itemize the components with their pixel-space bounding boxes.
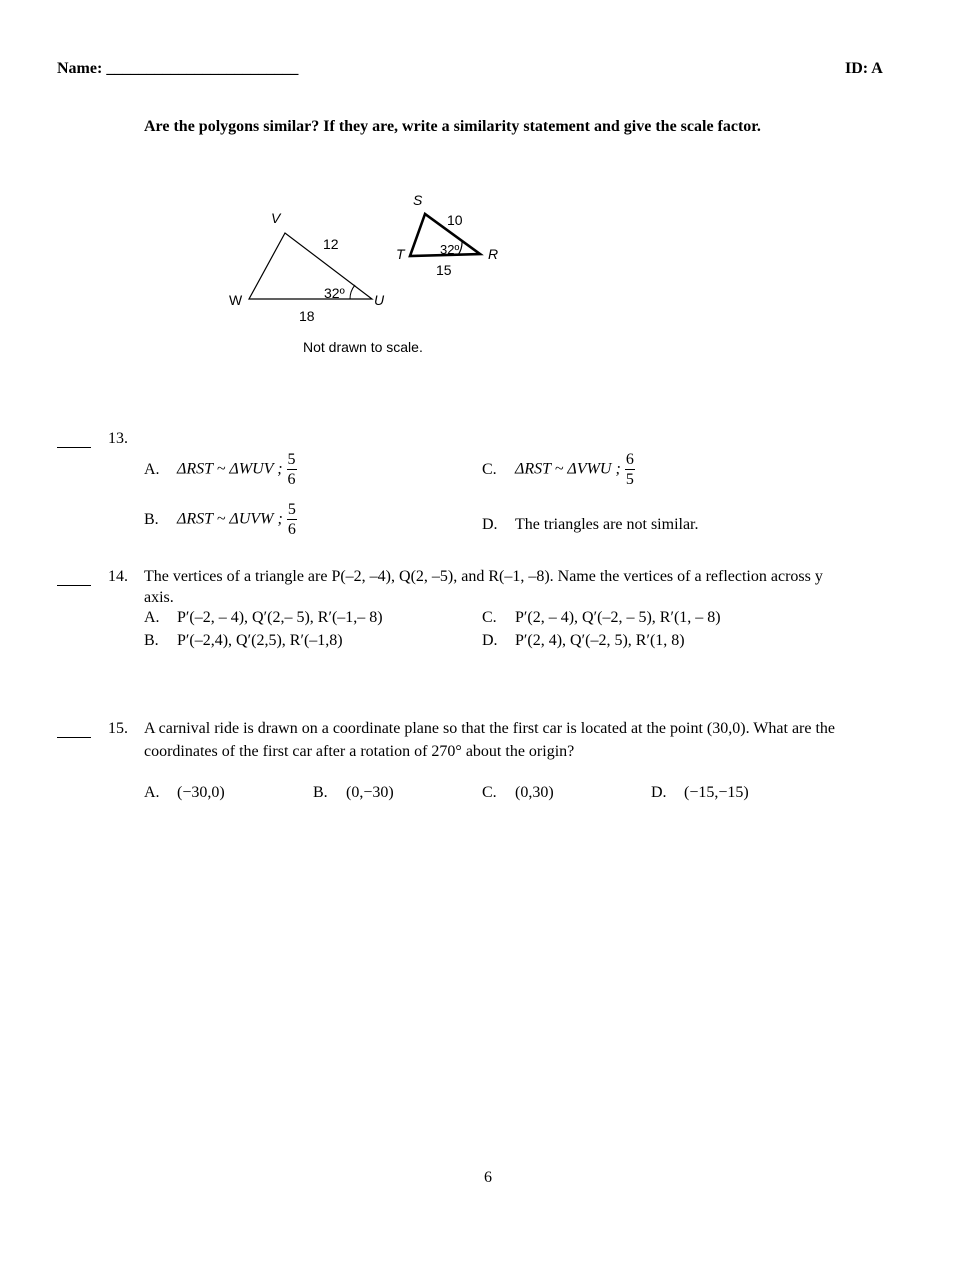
angle-arc-u [350, 285, 355, 299]
q15-stem-line1: A carnival ride is drawn on a coordinate plane so that the first car is located at the point (30,0). What are the [144, 720, 836, 737]
label-v: V [271, 210, 281, 226]
label-u: U [374, 292, 385, 308]
name-label-text: Name: [57, 60, 103, 77]
q14-option-c[interactable] [482, 609, 721, 627]
q15-option-c-letter: C. [482, 784, 497, 801]
q13-option-b-letter: B. [144, 510, 159, 528]
q15-option-d-text: (−15,−15) [684, 784, 749, 801]
id-value: A [871, 60, 883, 77]
diagram-note: Not drawn to scale. [303, 339, 423, 355]
q13-option-c-statement: ΔRST ~ ΔVWU ; [515, 460, 621, 478]
q13-option-d-text: The triangles are not similar. [515, 516, 699, 533]
side-vu: 12 [323, 236, 339, 252]
q14-option-a-letter: A. [144, 609, 160, 626]
q14-option-b-letter: B. [144, 632, 159, 649]
q13-option-a-letter: A. [144, 460, 160, 478]
q14-stem-line2: axis. [144, 589, 174, 606]
q13-option-c[interactable] [482, 450, 635, 489]
label-t: T [396, 246, 405, 262]
label-r: R [488, 246, 499, 262]
q13-option-a-denominator: 6 [287, 471, 296, 489]
q15-option-a[interactable] [144, 784, 225, 802]
question-number-15: 15. [108, 720, 128, 737]
q14-stem-line1: The vertices of a triangle are P(–2, –4), Q(2, –5), and R(–1, –8). Name the vertices of a reflection across y [144, 568, 823, 585]
q15-option-a-text: (−30,0) [177, 784, 225, 801]
q14-option-c-text: P′(2, – 4), Q′(–2, – 5), R′(1, – 8) [515, 609, 721, 626]
q14-option-b-text: P′(–2,4), Q′(2,5), R′(–1,8) [177, 632, 343, 649]
question-number-14: 14. [108, 568, 128, 585]
q13-option-d[interactable] [482, 516, 699, 534]
question-number-13: 13. [108, 430, 128, 447]
q14-option-a[interactable] [144, 609, 383, 627]
label-w: W [229, 292, 243, 308]
q15-stem-line2: coordinates of the first car after a rotation of 270° about the origin? [144, 743, 575, 760]
answer-blank-14[interactable] [57, 571, 91, 591]
q13-option-a-numerator: 5 [287, 450, 297, 470]
q14-option-a-text: P′(–2, – 4), Q′(2,– 5), R′(–1,– 8) [177, 609, 383, 626]
q15-option-c[interactable] [482, 784, 554, 802]
angle-u: 32º [324, 285, 345, 301]
q13-option-b-statement: ΔRST ~ ΔUVW ; [177, 510, 283, 528]
q14-option-b[interactable] [144, 632, 343, 650]
q13-option-b[interactable] [144, 500, 297, 539]
label-s: S [413, 192, 423, 208]
q13-option-a-statement: ΔRST ~ ΔWUV ; [177, 460, 283, 478]
angle-r: 32º [440, 242, 460, 257]
q13-option-c-fraction [625, 450, 635, 489]
q13-option-b-denominator: 6 [287, 521, 296, 539]
q14-option-d-letter: D. [482, 632, 498, 649]
q13-option-c-denominator: 5 [625, 471, 634, 489]
side-sr: 10 [447, 212, 463, 228]
q13-option-a[interactable] [144, 450, 297, 489]
name-blank: ________________________ [106, 60, 299, 77]
instruction: Are the polygons similar? If they are, write a similarity statement and give the scale factor. [144, 118, 761, 135]
q15-option-b-letter: B. [313, 784, 328, 801]
q14-option-c-letter: C. [482, 609, 497, 626]
q15-option-a-letter: A. [144, 784, 160, 801]
q15-option-d-letter: D. [651, 784, 667, 801]
triangles-diagram [0, 0, 979, 420]
q14-option-d-text: P′(2, 4), Q′(–2, 5), R′(1, 8) [515, 632, 685, 649]
q13-option-c-letter: C. [482, 460, 497, 478]
q13-option-b-numerator: 5 [287, 500, 297, 520]
q15-option-b-text: (0,−30) [346, 784, 394, 801]
id-label-text: ID: [845, 60, 869, 77]
q15-option-b[interactable] [313, 784, 394, 802]
q13-option-a-fraction [287, 450, 297, 489]
q13-option-d-letter: D. [482, 516, 498, 533]
q13-option-c-numerator: 6 [625, 450, 635, 470]
triangle-vwu [249, 233, 372, 299]
side-wu: 18 [299, 308, 315, 324]
q13-option-b-fraction [287, 500, 297, 539]
side-tr: 15 [436, 262, 452, 278]
answer-blank-13[interactable] [57, 433, 91, 453]
q15-option-c-text: (0,30) [515, 784, 554, 801]
page-number: 6 [484, 1169, 492, 1186]
q14-option-d[interactable] [482, 632, 685, 650]
q15-option-d[interactable] [651, 784, 749, 802]
answer-blank-15[interactable] [57, 723, 91, 743]
